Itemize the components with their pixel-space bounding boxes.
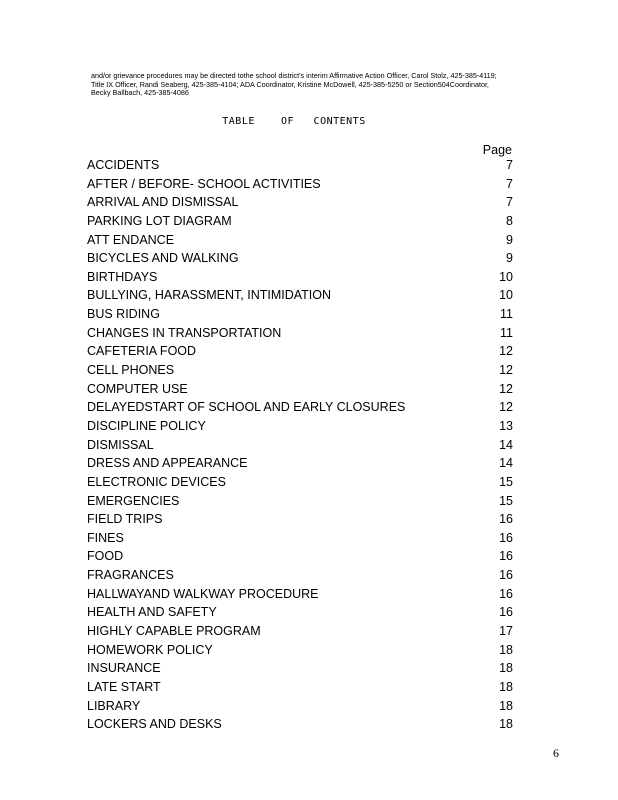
toc-entry-title: DELAYEDSTART OF SCHOOL AND EARLY CLOSURES — [87, 400, 406, 415]
intro-line-2: Title IX Officer, Randi Seaberg, 425-385-4104; ADA Coordinator, Kristine McDowell, 425-385-5250 or Section504Coordinator, — [91, 79, 489, 89]
toc-entry-page: 12 — [499, 344, 513, 359]
toc-entry-title: FINES — [87, 530, 124, 545]
toc-entry-page: 10 — [499, 288, 513, 303]
intro-line-3: Becky Ballbach, 425-385-4086 — [91, 88, 189, 98]
toc-entry-title: LIBRARY — [87, 698, 141, 713]
toc-entry — [87, 233, 513, 252]
toc-entry-title: ATT ENDANCE — [87, 232, 175, 247]
toc-entry — [87, 419, 513, 438]
toc-entry — [87, 494, 513, 513]
toc-entry-title: DISCIPLINE POLICY — [87, 418, 206, 433]
table-of-contents — [87, 158, 513, 736]
toc-entry — [87, 587, 513, 606]
page-column-header: Page — [482, 143, 512, 157]
toc-entry-page: 15 — [499, 493, 513, 508]
toc-entry-title: BULLYING, HARASSMENT, INTIMIDATION — [87, 288, 332, 303]
toc-entry — [87, 661, 513, 680]
toc-entry-page: 12 — [499, 363, 513, 378]
toc-entry-page: 16 — [499, 568, 513, 583]
toc-entry-title: ACCIDENTS — [87, 158, 160, 172]
toc-entry-title: CAFETERIA FOOD — [87, 344, 197, 359]
toc-entry-page: 7 — [506, 176, 513, 191]
toc-entry-page: 11 — [500, 307, 513, 322]
toc-entry — [87, 195, 513, 214]
toc-entry-page: 16 — [499, 586, 513, 601]
toc-entry — [87, 568, 513, 587]
toc-entry-page: 15 — [499, 474, 513, 489]
toc-entry-page: 16 — [499, 512, 513, 527]
toc-entry — [87, 438, 513, 457]
page-number: 6 — [553, 746, 559, 760]
toc-entry-page: 9 — [506, 232, 513, 247]
toc-entry-page: 14 — [499, 437, 513, 452]
toc-entry-title: HOMEWORK POLICY — [87, 642, 213, 657]
intro-paragraph — [91, 72, 561, 98]
toc-entry-title: LOCKERS AND DESKS — [87, 717, 222, 732]
toc-entry — [87, 214, 513, 233]
toc-entry — [87, 699, 513, 718]
toc-entry-page: 12 — [499, 381, 513, 396]
toc-entry-page: 18 — [499, 661, 513, 676]
intro-line-1: and/or grievance procedures may be directed tothe school district's interim Affirmative Action Officer, Carol Stolz, 425-385-4119; — [91, 71, 497, 80]
toc-entry-title: PARKING LOT DIAGRAM — [87, 213, 232, 228]
toc-entry — [87, 680, 513, 699]
toc-entry-title: ELECTRONIC DEVICES — [87, 474, 226, 489]
toc-entry-page: 18 — [499, 717, 513, 732]
toc-entry-title: COMPUTER USE — [87, 381, 188, 396]
toc-entry-page: 18 — [499, 698, 513, 713]
toc-entry-title: ARRIVAL AND DISMISSAL — [87, 195, 239, 210]
toc-entry — [87, 605, 513, 624]
toc-entry-page: 16 — [499, 530, 513, 545]
toc-entry-title: DRESS AND APPEARANCE — [87, 456, 248, 471]
toc-entry-page: 10 — [499, 269, 513, 284]
toc-entry-page: 7 — [506, 158, 513, 172]
toc-entry-title: LATE START — [87, 679, 161, 694]
toc-entry — [87, 270, 513, 289]
toc-entry-page: 16 — [499, 549, 513, 564]
toc-entry — [87, 326, 513, 345]
toc-entry — [87, 307, 513, 326]
toc-entry-page: 8 — [506, 213, 513, 228]
toc-entry-page: 12 — [499, 400, 513, 415]
toc-entry-page: 17 — [499, 624, 513, 639]
toc-entry-page: 9 — [506, 251, 513, 266]
toc-entry — [87, 382, 513, 401]
toc-entry — [87, 643, 513, 662]
toc-entry-title: CELL PHONES — [87, 363, 175, 378]
toc-entry — [87, 158, 513, 177]
toc-entry — [87, 344, 513, 363]
toc-entry-page: 14 — [499, 456, 513, 471]
toc-entry — [87, 400, 513, 419]
toc-entry — [87, 531, 513, 550]
toc-entry-title: HALLWAYAND WALKWAY PROCEDURE — [87, 586, 319, 601]
toc-entry-title: FRAGRANCES — [87, 568, 174, 583]
toc-entry — [87, 456, 513, 475]
toc-entry — [87, 549, 513, 568]
toc-entry-page: 16 — [499, 605, 513, 620]
toc-entry — [87, 475, 513, 494]
toc-entry-title: INSURANCE — [87, 661, 161, 676]
toc-entry — [87, 251, 513, 270]
toc-entry-page: 18 — [499, 679, 513, 694]
toc-entry — [87, 717, 513, 736]
toc-entry-title: FOOD — [87, 549, 124, 564]
toc-title: TABLE OF CONTENTS — [222, 116, 366, 127]
toc-entry-page: 11 — [500, 325, 513, 340]
toc-entry-title: HIGHLY CAPABLE PROGRAM — [87, 624, 261, 639]
toc-entry-title: AFTER / BEFORE- SCHOOL ACTIVITIES — [87, 176, 321, 191]
toc-entry-title: DISMISSAL — [87, 437, 154, 452]
toc-entry — [87, 177, 513, 196]
toc-entry — [87, 512, 513, 531]
toc-entry — [87, 288, 513, 307]
toc-entry — [87, 624, 513, 643]
toc-entry-title: EMERGENCIES — [87, 493, 180, 508]
toc-entry-title: FIELD TRIPS — [87, 512, 163, 527]
toc-entry — [87, 363, 513, 382]
toc-entry-title: BUS RIDING — [87, 307, 160, 322]
toc-entry-page: 13 — [499, 418, 513, 433]
toc-entry-title: HEALTH AND SAFETY — [87, 605, 217, 620]
toc-entry-title: CHANGES IN TRANSPORTATION — [87, 325, 282, 340]
toc-entry-page: 18 — [499, 642, 513, 657]
toc-entry-title: BICYCLES AND WALKING — [87, 251, 239, 266]
toc-entry-page: 7 — [506, 195, 513, 210]
toc-entry-title: BIRTHDAYS — [87, 269, 158, 284]
